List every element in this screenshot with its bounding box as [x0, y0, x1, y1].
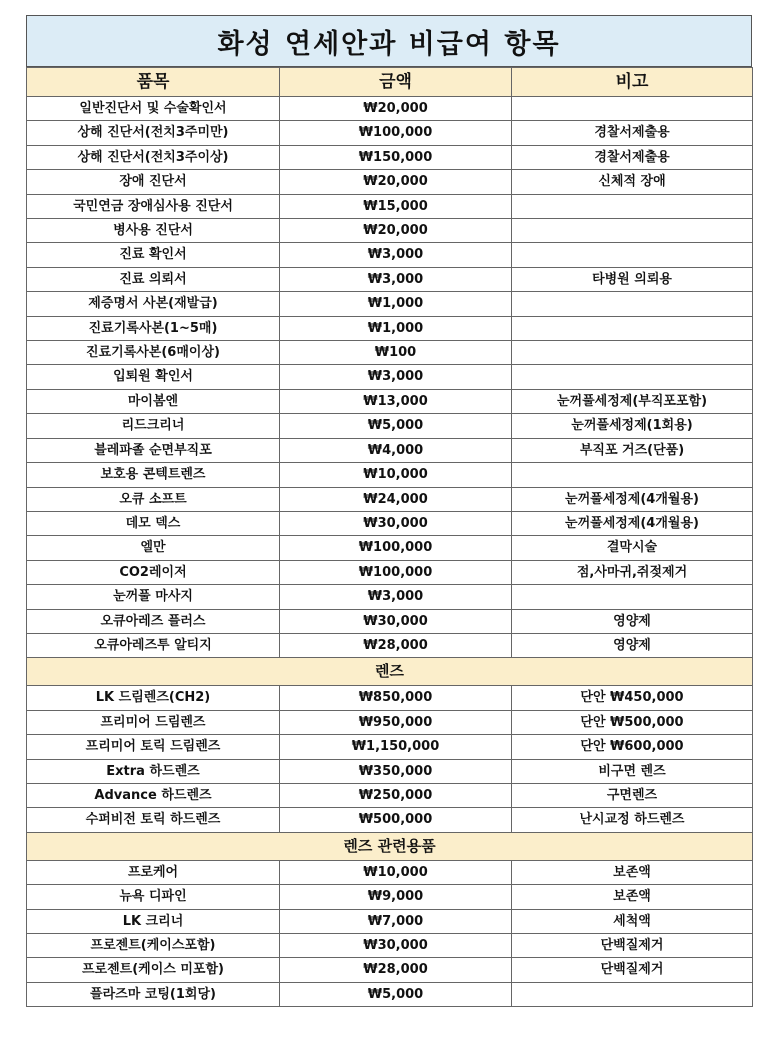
- item-price: ₩20,000: [280, 219, 512, 243]
- item-name: Extra 하드렌즈: [27, 759, 280, 783]
- table-row: [27, 463, 753, 487]
- item-name: 진료기록사본(6매이상): [27, 341, 280, 365]
- item-note: 단백질제거: [512, 958, 753, 982]
- table-row: [27, 609, 753, 633]
- table-row: [27, 982, 753, 1006]
- table-row: [27, 958, 753, 982]
- item-name: 프로젠트(케이스 미포함): [27, 958, 280, 982]
- item-note: 보존액: [512, 860, 753, 884]
- item-note: 눈꺼풀세정제(1회용): [512, 414, 753, 438]
- item-name: 국민연금 장애심사용 진단서: [27, 194, 280, 218]
- item-name: 플라즈마 코팅(1회당): [27, 982, 280, 1006]
- item-note: 점,사마귀,쥐젖제거: [512, 560, 753, 584]
- item-note: [512, 585, 753, 609]
- item-price: ₩15,000: [280, 194, 512, 218]
- item-note: 비구면 렌즈: [512, 759, 753, 783]
- table-row: [27, 97, 753, 121]
- table-row: [27, 243, 753, 267]
- item-price: ₩3,000: [280, 243, 512, 267]
- item-note: 단안 ₩450,000: [512, 686, 753, 710]
- item-price: ₩1,150,000: [280, 735, 512, 759]
- item-note: [512, 219, 753, 243]
- item-name: 프리미어 토릭 드림렌즈: [27, 735, 280, 759]
- header-note: 비고: [512, 68, 753, 97]
- section-row: [27, 832, 753, 860]
- table-row: [27, 219, 753, 243]
- item-note: [512, 365, 753, 389]
- table-row: [27, 783, 753, 807]
- item-name: 뉴욕 디파인: [27, 885, 280, 909]
- item-note: 눈꺼풀세정제(4개월용): [512, 487, 753, 511]
- item-name: 블레파졸 순면부직포: [27, 438, 280, 462]
- item-name: 프로케어: [27, 860, 280, 884]
- item-price: ₩10,000: [280, 463, 512, 487]
- item-name: 눈꺼풀 마사지: [27, 585, 280, 609]
- item-price: ₩30,000: [280, 511, 512, 535]
- item-note: 부직포 거즈(단품): [512, 438, 753, 462]
- table-row: [27, 560, 753, 584]
- table-row: [27, 365, 753, 389]
- item-price: ₩100: [280, 341, 512, 365]
- item-price: ₩150,000: [280, 145, 512, 169]
- table-row: [27, 316, 753, 340]
- item-name: 제증명서 사본(재발급): [27, 292, 280, 316]
- page-title: 화성 연세안과 비급여 항목: [26, 15, 752, 67]
- header-row: [27, 68, 753, 97]
- table-row: [27, 145, 753, 169]
- item-note: 보존액: [512, 885, 753, 909]
- item-name: 상해 진단서(전치3주이상): [27, 145, 280, 169]
- table-row: [27, 808, 753, 832]
- item-price: ₩7,000: [280, 909, 512, 933]
- table-row: [27, 759, 753, 783]
- item-note: 눈꺼풀세정제(부직포포함): [512, 389, 753, 413]
- table-row: [27, 585, 753, 609]
- item-price: ₩30,000: [280, 934, 512, 958]
- table-row: [27, 170, 753, 194]
- table-row: [27, 121, 753, 145]
- item-price: ₩20,000: [280, 170, 512, 194]
- item-name: 진료 의뢰서: [27, 267, 280, 291]
- table-row: [27, 341, 753, 365]
- item-price: ₩100,000: [280, 536, 512, 560]
- item-price: ₩20,000: [280, 97, 512, 121]
- item-name: 진료기록사본(1~5매): [27, 316, 280, 340]
- table-row: [27, 885, 753, 909]
- item-price: ₩3,000: [280, 365, 512, 389]
- item-price: ₩950,000: [280, 710, 512, 734]
- item-price: ₩10,000: [280, 860, 512, 884]
- item-price: ₩3,000: [280, 267, 512, 291]
- item-note: 단백질제거: [512, 934, 753, 958]
- price-table: [26, 67, 753, 1007]
- item-note: 영양제: [512, 609, 753, 633]
- section-heading: 렌즈 관련용품: [27, 832, 753, 860]
- item-price: ₩3,000: [280, 585, 512, 609]
- item-price: ₩9,000: [280, 885, 512, 909]
- section-row: [27, 658, 753, 686]
- table-row: [27, 511, 753, 535]
- item-price: ₩100,000: [280, 560, 512, 584]
- item-name: 오큐아레즈투 알티지: [27, 633, 280, 657]
- item-note: 경찰서제출용: [512, 145, 753, 169]
- table-row: [27, 414, 753, 438]
- item-price: ₩28,000: [280, 958, 512, 982]
- item-note: [512, 463, 753, 487]
- item-note: 구면렌즈: [512, 783, 753, 807]
- item-note: [512, 97, 753, 121]
- price-sheet: [26, 15, 752, 1007]
- item-note: 난시교정 하드렌즈: [512, 808, 753, 832]
- item-price: ₩350,000: [280, 759, 512, 783]
- item-name: 엘만: [27, 536, 280, 560]
- section-heading: 렌즈: [27, 658, 753, 686]
- header-price: 금액: [280, 68, 512, 97]
- item-price: ₩850,000: [280, 686, 512, 710]
- item-name: 프로젠트(케이스포함): [27, 934, 280, 958]
- item-price: ₩250,000: [280, 783, 512, 807]
- item-name: 데모 덱스: [27, 511, 280, 535]
- item-note: [512, 982, 753, 1006]
- item-name: LK 드림렌즈(CH2): [27, 686, 280, 710]
- item-price: ₩13,000: [280, 389, 512, 413]
- table-row: [27, 735, 753, 759]
- item-price: ₩1,000: [280, 292, 512, 316]
- item-name: 수퍼비전 토릭 하드렌즈: [27, 808, 280, 832]
- item-name: CO2레이저: [27, 560, 280, 584]
- table-row: [27, 487, 753, 511]
- table-row: [27, 934, 753, 958]
- table-row: [27, 710, 753, 734]
- item-note: 영양제: [512, 633, 753, 657]
- item-note: 결막시술: [512, 536, 753, 560]
- item-note: 경찰서제출용: [512, 121, 753, 145]
- item-price: ₩28,000: [280, 633, 512, 657]
- table-row: [27, 633, 753, 657]
- item-name: 오큐 소프트: [27, 487, 280, 511]
- item-note: 세척액: [512, 909, 753, 933]
- item-note: [512, 341, 753, 365]
- table-row: [27, 909, 753, 933]
- table-row: [27, 438, 753, 462]
- item-note: [512, 316, 753, 340]
- item-name: Advance 하드렌즈: [27, 783, 280, 807]
- item-name: 진료 확인서: [27, 243, 280, 267]
- item-name: 입퇴원 확인서: [27, 365, 280, 389]
- item-price: ₩500,000: [280, 808, 512, 832]
- item-name: 상해 진단서(전치3주미만): [27, 121, 280, 145]
- table-row: [27, 686, 753, 710]
- item-note: 눈꺼풀세정제(4개월용): [512, 511, 753, 535]
- item-note: [512, 194, 753, 218]
- item-price: ₩5,000: [280, 982, 512, 1006]
- item-name: 프리미어 드림렌즈: [27, 710, 280, 734]
- item-name: LK 크리너: [27, 909, 280, 933]
- item-note: 단안 ₩600,000: [512, 735, 753, 759]
- item-name: 일반진단서 및 수술확인서: [27, 97, 280, 121]
- item-name: 리드크리너: [27, 414, 280, 438]
- item-note: 신체적 장애: [512, 170, 753, 194]
- table-row: [27, 292, 753, 316]
- header-item: 품목: [27, 68, 280, 97]
- item-price: ₩30,000: [280, 609, 512, 633]
- item-note: 단안 ₩500,000: [512, 710, 753, 734]
- table-row: [27, 860, 753, 884]
- item-price: ₩4,000: [280, 438, 512, 462]
- item-price: ₩100,000: [280, 121, 512, 145]
- table-row: [27, 536, 753, 560]
- item-note: 타병원 의뢰용: [512, 267, 753, 291]
- table-row: [27, 194, 753, 218]
- item-note: [512, 292, 753, 316]
- table-row: [27, 389, 753, 413]
- item-name: 마이봄엔: [27, 389, 280, 413]
- item-note: [512, 243, 753, 267]
- item-price: ₩24,000: [280, 487, 512, 511]
- table-row: [27, 267, 753, 291]
- item-price: ₩5,000: [280, 414, 512, 438]
- item-name: 병사용 진단서: [27, 219, 280, 243]
- item-name: 보호용 콘텍트렌즈: [27, 463, 280, 487]
- item-name: 장애 진단서: [27, 170, 280, 194]
- item-name: 오큐아레즈 플러스: [27, 609, 280, 633]
- item-price: ₩1,000: [280, 316, 512, 340]
- table-body: [27, 97, 753, 1007]
